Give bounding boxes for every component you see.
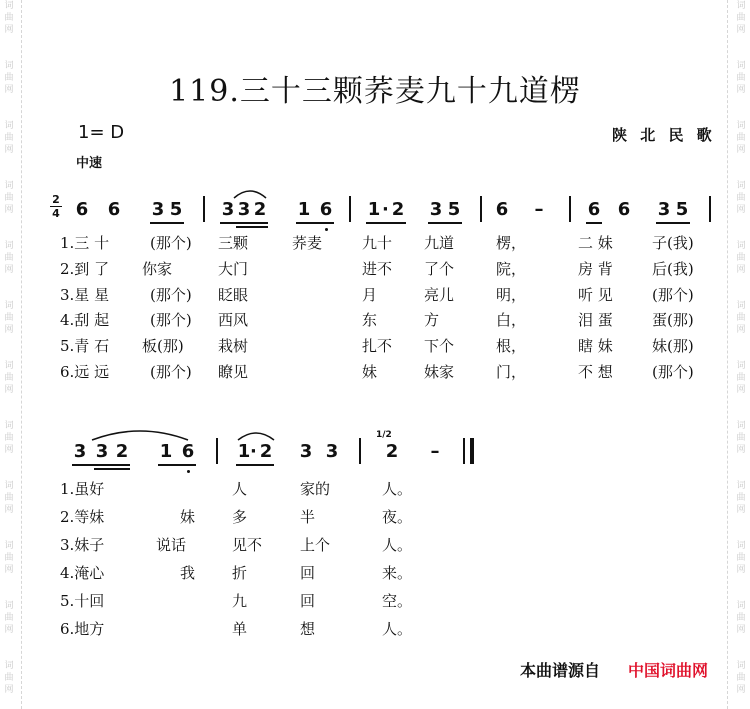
lyric-word: 不 想 <box>578 363 613 381</box>
note: 2 <box>385 441 399 462</box>
slur <box>232 186 268 200</box>
note: 6 <box>75 199 89 220</box>
watermark-text: 词 曲 网 <box>4 541 14 575</box>
note: 1 <box>159 441 173 462</box>
bar-line <box>480 196 482 222</box>
note: 3 <box>657 199 671 220</box>
lyric-word: 白， <box>496 311 527 329</box>
underline-beam <box>220 222 268 224</box>
lyric-word: 后(我) <box>652 260 694 278</box>
note: 2 <box>391 199 405 220</box>
watermark-text: 词 曲 网 <box>4 181 14 215</box>
bar-line <box>359 438 361 464</box>
underline-beam <box>586 222 602 224</box>
lyric-word: 九道 <box>424 234 455 252</box>
lyric-word: 夜。 <box>382 508 413 526</box>
lyric-word: 根， <box>496 337 527 355</box>
lyric-word: 妹 <box>180 508 196 526</box>
underline-beam <box>236 226 268 228</box>
watermark-text: 词 曲 网 <box>4 121 14 155</box>
note: 3 <box>237 199 251 220</box>
bar-line <box>709 196 711 222</box>
lyric-word: 回 <box>300 592 316 610</box>
lyric-word: 蛋(那) <box>652 311 694 329</box>
note: 2 <box>115 441 129 462</box>
fermata-fraction: 1/2 <box>376 430 392 440</box>
lyric-word: 栽树 <box>218 337 249 355</box>
underline-beam <box>656 222 690 224</box>
underline-beam <box>158 464 196 466</box>
time-signature <box>50 194 62 219</box>
lyric-word: 空。 <box>382 592 413 610</box>
lyric-word: 人。 <box>382 480 413 498</box>
lyric-word: 人 <box>232 480 248 498</box>
note: 5 <box>675 199 689 220</box>
lyric-word: 院， <box>496 260 527 278</box>
lyric-word: 6.远 远 <box>60 363 110 381</box>
lyric-word: 人。 <box>382 620 413 638</box>
lyric-word: 九十 <box>362 234 393 252</box>
page-title: 119.三十三颗荞麦九十九道楞 <box>169 74 581 109</box>
lyric-word: 见不 <box>232 536 263 554</box>
lyric-word: 回 <box>300 564 316 582</box>
lyric-word: 3.星 星 <box>60 286 110 304</box>
watermark-text: 词 曲 网 <box>4 61 14 95</box>
lyric-word: 下个 <box>424 337 455 355</box>
note: 5 <box>447 199 461 220</box>
lyric-word: 三颗 <box>218 234 249 252</box>
note: 6 <box>107 199 121 220</box>
lyric-word: (那个) <box>150 363 192 381</box>
lyric-word: 妹(那) <box>652 337 694 355</box>
note: 3 <box>95 441 109 462</box>
low-octave-dot <box>325 228 328 231</box>
lyric-word: (那个) <box>652 363 694 381</box>
note: 1 <box>297 199 311 220</box>
note: 1 <box>367 199 381 220</box>
lyric-word: 眨眼 <box>218 286 249 304</box>
watermark-text: 词 曲 网 <box>736 361 746 395</box>
watermark-text: 词 曲 网 <box>4 1 14 35</box>
hold-dash: – <box>430 441 440 462</box>
dotted-rhythm-dot: · <box>250 441 257 462</box>
lyric-word: 房 背 <box>578 260 613 278</box>
watermark-text: 词 曲 网 <box>736 241 746 275</box>
lyric-word: 子(我) <box>652 234 694 252</box>
lyric-word: 多 <box>232 508 248 526</box>
lyric-word: 楞， <box>496 234 527 252</box>
lyric-word: 2.等妹 <box>60 508 105 526</box>
lyric-word: 西风 <box>218 311 249 329</box>
lyric-word: 大门 <box>218 260 249 278</box>
lyric-word: 1.三 十 <box>60 234 110 252</box>
note: 3 <box>429 199 443 220</box>
time-signature-top: 2 <box>52 193 60 206</box>
watermark-text: 词 曲 网 <box>4 361 14 395</box>
lyric-word: 5.青 石 <box>60 337 110 355</box>
lyric-word: 门， <box>496 363 527 381</box>
composer-label: 陕 北 民 歌 <box>612 126 716 144</box>
lyric-word: 月 <box>362 286 378 304</box>
lyric-word: 折 <box>232 564 248 582</box>
lyric-word: 4.淹心 <box>60 564 105 582</box>
underline-beam <box>366 222 406 224</box>
hold-dash: – <box>534 199 544 220</box>
underline-beam <box>428 222 462 224</box>
lyric-word: 4.刮 起 <box>60 311 110 329</box>
note: 2 <box>259 441 273 462</box>
lyric-word: (那个) <box>150 286 192 304</box>
lyric-word: 想 <box>300 620 316 638</box>
bar-line <box>216 438 218 464</box>
lyric-word: 泪 蛋 <box>578 311 613 329</box>
watermark-text: 词 曲 网 <box>736 481 746 515</box>
note: 6 <box>587 199 601 220</box>
lyric-word: 上个 <box>300 536 331 554</box>
lyric-word: 半 <box>300 508 316 526</box>
note: 2 <box>253 199 267 220</box>
watermark-text: 词 曲 网 <box>736 661 746 695</box>
lyric-word: 瞎 妹 <box>578 337 613 355</box>
key-signature: 1= D <box>78 122 125 143</box>
lyric-word: 人。 <box>382 536 413 554</box>
watermark-text: 词 曲 网 <box>4 241 14 275</box>
bar-line <box>349 196 351 222</box>
watermark-text: 词 曲 网 <box>4 421 14 455</box>
watermark-text: 词 曲 网 <box>4 661 14 695</box>
lyric-word: 1.虽好 <box>60 480 105 498</box>
note: 6 <box>495 199 509 220</box>
lyric-word: 听 见 <box>578 286 613 304</box>
note: 6 <box>617 199 631 220</box>
note: 6 <box>319 199 333 220</box>
bar-line <box>569 196 571 222</box>
watermark-text: 词 曲 网 <box>736 601 746 635</box>
note: 3 <box>151 199 165 220</box>
lyric-word: 东 <box>362 311 378 329</box>
lyric-word: 你家 <box>142 260 173 278</box>
watermark-text: 词 曲 网 <box>4 301 14 335</box>
lyric-word: 妹家 <box>424 363 455 381</box>
lyric-word: 板(那) <box>142 337 184 355</box>
note: 3 <box>73 441 87 462</box>
underline-beam <box>150 222 184 224</box>
lyric-word: (那个) <box>652 286 694 304</box>
lyric-word: 来。 <box>382 564 413 582</box>
lyric-word: 妹 <box>362 363 378 381</box>
underline-beam <box>94 468 130 470</box>
lyric-word: 瞭见 <box>218 363 249 381</box>
source-label: 本曲谱源自 <box>520 661 601 680</box>
lyric-word: 单 <box>232 620 248 638</box>
lyric-word: 明， <box>496 286 527 304</box>
lyric-word: 2.到 了 <box>60 260 110 278</box>
dotted-rhythm-dot: · <box>382 199 389 220</box>
lyric-word: 说话 <box>156 536 187 554</box>
watermark-text: 词 曲 网 <box>736 301 746 335</box>
note: 5 <box>169 199 183 220</box>
lyric-word: 扎不 <box>362 337 393 355</box>
lyric-word: 5.十回 <box>60 592 105 610</box>
lyric-word: (那个) <box>150 234 192 252</box>
lyric-word: 二 妹 <box>578 234 613 252</box>
watermark-text: 词 曲 网 <box>736 421 746 455</box>
note: 3 <box>221 199 235 220</box>
time-signature-bottom: 4 <box>52 207 60 220</box>
watermark-text: 词 曲 网 <box>736 61 746 95</box>
underline-beam <box>296 222 334 224</box>
note: 3 <box>299 441 313 462</box>
site-name-link[interactable]: 中国词曲网 <box>628 661 709 680</box>
final-barline-thick <box>470 438 474 464</box>
note: 3 <box>325 441 339 462</box>
lyric-word: 6.地方 <box>60 620 105 638</box>
final-barline-thin <box>463 438 465 464</box>
lyric-word: 3.妹子 <box>60 536 105 554</box>
lyric-word: (那个) <box>150 311 192 329</box>
watermark-text: 词 曲 网 <box>4 481 14 515</box>
watermark-text: 词 曲 网 <box>736 181 746 215</box>
slur <box>236 428 276 442</box>
lyric-word: 进不 <box>362 260 393 278</box>
slur <box>88 426 192 442</box>
lyric-word: 我 <box>180 564 196 582</box>
watermark-text: 词 曲 网 <box>736 541 746 575</box>
lyric-word: 了个 <box>424 260 455 278</box>
underline-beam <box>72 464 130 466</box>
tempo-marking: 中速 <box>76 156 103 171</box>
lyric-word: 荞麦 <box>292 234 323 252</box>
watermark-text: 词 曲 网 <box>4 601 14 635</box>
lyric-word: 方 <box>424 311 440 329</box>
note: 1 <box>237 441 251 462</box>
underline-beam <box>236 464 274 466</box>
note: 6 <box>181 441 195 462</box>
watermark-text: 词 曲 网 <box>736 1 746 35</box>
watermark-text: 词 曲 网 <box>736 121 746 155</box>
lyric-word: 九 <box>232 592 248 610</box>
bar-line <box>203 196 205 222</box>
lyric-word: 亮儿 <box>424 286 455 304</box>
low-octave-dot <box>187 470 190 473</box>
lyric-word: 家的 <box>300 480 331 498</box>
